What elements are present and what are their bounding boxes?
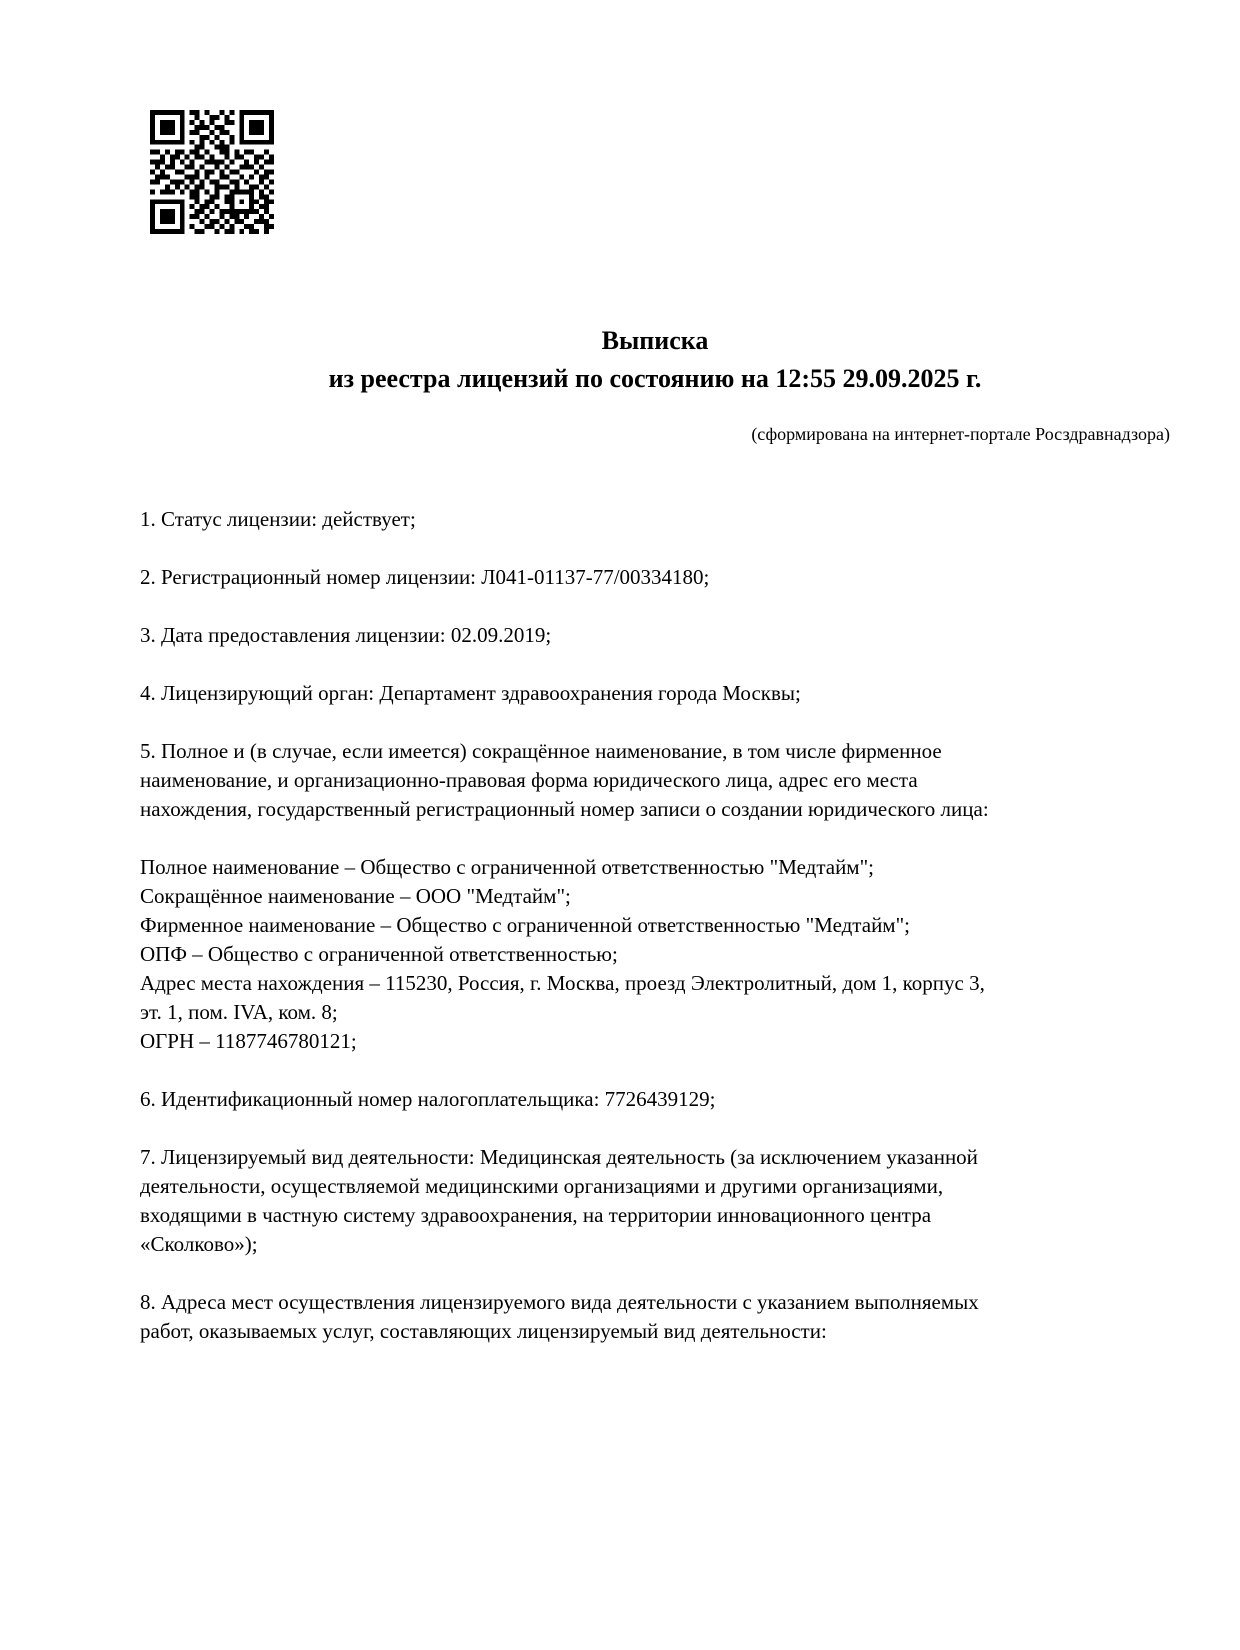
document-line: 5. Полное и (в случае, если имеется) сокращённое наименование, в том числе фирменное: [140, 739, 942, 763]
item-3-license-grant-date: [140, 621, 1170, 650]
document-line: Сокращённое наименование – ООО "Медтайм";: [140, 884, 571, 908]
item-8-activity-addresses-heading: [140, 1288, 1170, 1346]
document-line: 7. Лицензируемый вид деятельности: Медицинская деятельность (за исключением указанной: [140, 1145, 978, 1169]
document-line: ОГРН – 1187746780121;: [140, 1029, 357, 1053]
document-line: ОПФ – Общество с ограниченной ответственностью;: [140, 942, 618, 966]
document-line: работ, оказываемых услуг, составляющих лицензируемый вид деятельности:: [140, 1319, 827, 1343]
document-line: 6. Идентификационный номер налогоплательщика: 7726439129;: [140, 1087, 716, 1111]
item-5-legal-entity-details: [140, 853, 1170, 1056]
document-line: входящими в частную систему здравоохранения, на территории инновационного центра: [140, 1203, 932, 1227]
document-line: «Сколково»);: [140, 1232, 258, 1256]
item-2-registration-number: [140, 563, 1170, 592]
item-5-legal-entity-heading: [140, 737, 1170, 824]
qr-code-icon: [150, 110, 274, 234]
document-title-line2: из реестра лицензий по состоянию на 12:55 29.09.2025 г.: [328, 364, 982, 393]
item-7-licensed-activity: [140, 1143, 1170, 1259]
item-1-license-status: [140, 505, 1170, 534]
document-content: [140, 0, 1170, 1346]
item-6-taxpayer-number: [140, 1085, 1170, 1114]
document-line: Полное наименование – Общество с ограниченной ответственностью "Медтайм";: [140, 855, 875, 879]
qr-code-svg: [150, 110, 274, 234]
document-line: нахождения, государственный регистрационный номер записи о создании юридического лица:: [140, 797, 989, 821]
document-line: эт. 1, пом. IVA, ком. 8;: [140, 1000, 338, 1024]
document-line: 1. Статус лицензии: действует;: [140, 507, 416, 531]
document-line: 4. Лицензирующий орган: Департамент здравоохранения города Москвы;: [140, 681, 801, 705]
document-line: 2. Регистрационный номер лицензии: Л041-01137-77/00334180;: [140, 565, 710, 589]
item-4-licensing-authority: [140, 679, 1170, 708]
document-title-line1: Выписка: [601, 326, 709, 355]
document-title: [140, 0, 1170, 398]
document-line: деятельности, осуществляемой медицинскими организациями и другими организациями,: [140, 1174, 944, 1198]
document-line: Адрес места нахождения – 115230, Россия, г. Москва, проезд Электролитный, дом 1, корпус 3,: [140, 971, 985, 995]
document-line: наименование, и организационно-правовая форма юридического лица, адрес его места: [140, 768, 918, 792]
document-line: 3. Дата предоставления лицензии: 02.09.2019;: [140, 623, 552, 647]
document-line: 8. Адреса мест осуществления лицензируемого вида деятельности с указанием выполняемых: [140, 1290, 979, 1314]
document-body: [140, 505, 1170, 1346]
document-line: Фирменное наименование – Общество с ограниченной ответственностью "Медтайм";: [140, 913, 910, 937]
document-subtitle: (сформирована на интернет-портале Росздравнадзора): [751, 424, 1170, 444]
